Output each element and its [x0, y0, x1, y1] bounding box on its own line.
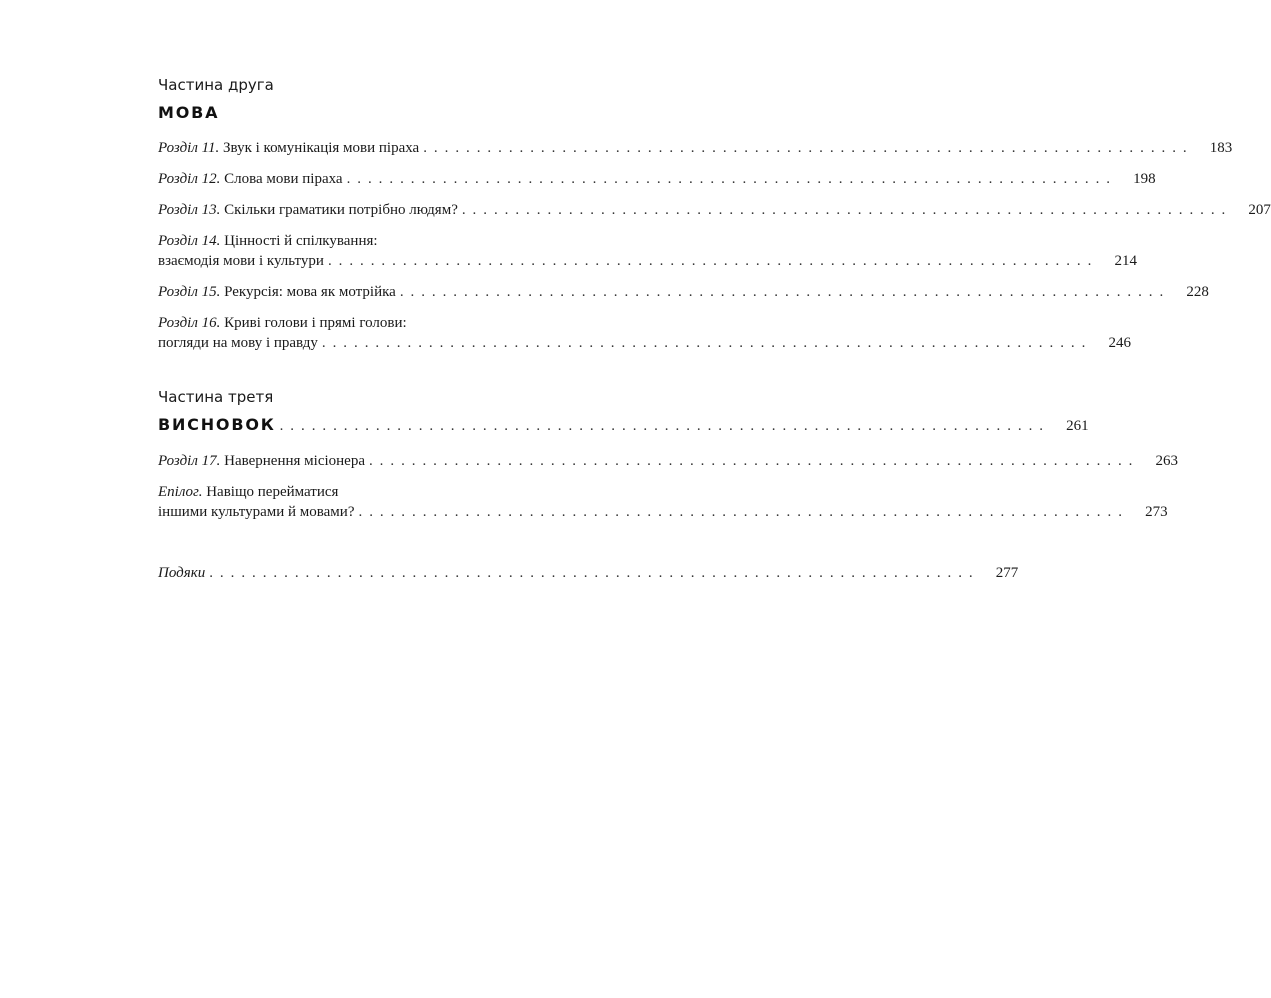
entry-title: Цінності й спілкування:: [224, 233, 378, 249]
entry-title-continued: іншими культурами й мовами?: [158, 504, 355, 520]
entry-title: Подяки: [158, 565, 206, 581]
entry-title: Рекурсія: мова як мотрійка: [224, 284, 396, 300]
toc-entry-epilogue[interactable]: [158, 482, 1168, 522]
page-number: 273: [1145, 504, 1168, 520]
entry-prefix: Розділ 14.: [158, 233, 221, 249]
entry-title: Криві голови і прямі голови:: [224, 315, 407, 331]
leader-dots: . . . . . . . . . . . . . . . . . . . . . . . . . . . . . . . . . . . . . . . . . . . . . . . . . . . . . . . . . . . . . . . . . . . . . . . .: [346, 171, 1112, 187]
part-three-title: ВИСНОВОК: [158, 415, 276, 434]
leader-dots: . . . . . . . . . . . . . . . . . . . . . . . . . . . . . . . . . . . . . . . . . . . . . . . . . . . . . . . . . . . . . . . . . . . . . . . .: [461, 202, 1227, 218]
toc-entry-chapter-14[interactable]: [158, 231, 1137, 271]
part-three-label: Частина третя: [158, 388, 274, 406]
entry-prefix: Розділ 11.: [158, 140, 220, 156]
toc-entry-chapter-16[interactable]: [158, 313, 1131, 353]
leader-dots: . . . . . . . . . . . . . . . . . . . . . . . . . . . . . . . . . . . . . . . . . . . . . . . . . . . . . . . . . . . . . . . . . . . . . . . .: [358, 504, 1124, 520]
entry-title-continued: взаємодія мови і культури: [158, 253, 324, 269]
entry-title-continued: погляди на мову і правду: [158, 335, 318, 351]
entry-prefix: Розділ 12.: [158, 171, 221, 187]
leader-dots: . . . . . . . . . . . . . . . . . . . . . . . . . . . . . . . . . . . . . . . . . . . . . . . . . . . . . . . . . . . . . . . . . . . . . . . .: [368, 453, 1135, 469]
entry-prefix: Розділ 15.: [158, 284, 221, 300]
page-number: 228: [1186, 284, 1209, 300]
page-number: 261: [1066, 418, 1089, 434]
entry-title: Навернення місіонера: [224, 453, 365, 469]
page-number: 198: [1133, 171, 1156, 187]
part-two-title: МОВА: [158, 103, 220, 122]
toc-entry-chapter-12[interactable]: [158, 169, 1156, 189]
entry-title: Слова мови піраха: [224, 171, 343, 187]
page-number: 263: [1155, 453, 1179, 469]
toc-entry-chapter-11[interactable]: [158, 138, 1233, 158]
toc-entry-part-three-title[interactable]: [158, 415, 1089, 435]
page-number: 246: [1108, 335, 1131, 351]
entry-prefix: Розділ 16.: [158, 315, 221, 331]
leader-dots: . . . . . . . . . . . . . . . . . . . . . . . . . . . . . . . . . . . . . . . . . . . . . . . . . . . . . . . . . . . . . . . . . . . . . . . .: [423, 140, 1189, 156]
page-number: 214: [1114, 253, 1137, 269]
toc-entry-chapter-17[interactable]: [158, 451, 1179, 471]
leader-dots: . . . . . . . . . . . . . . . . . . . . . . . . . . . . . . . . . . . . . . . . . . . . . . . . . . . . . . . . . . . . . . . . . . . . . . . .: [321, 335, 1087, 351]
toc-entry-acknowledgments[interactable]: [158, 563, 1019, 583]
entry-title: Скільки граматики потрібно людям?: [224, 202, 458, 218]
leader-dots: . . . . . . . . . . . . . . . . . . . . . . . . . . . . . . . . . . . . . . . . . . . . . . . . . . . . . . . . . . . . . . . . . . . . . . . .: [399, 284, 1165, 300]
entry-prefix: Епілог.: [158, 484, 203, 500]
part-two-label: Частина друга: [158, 76, 274, 94]
entry-title: Навіщо перейматися: [206, 484, 339, 500]
entry-title: Звук і комунікація мови піраха: [223, 140, 420, 156]
leader-dots: . . . . . . . . . . . . . . . . . . . . . . . . . . . . . . . . . . . . . . . . . . . . . . . . . . . . . . . . . . . . . . . . . . . . . . . .: [209, 565, 975, 581]
leader-dots: . . . . . . . . . . . . . . . . . . . . . . . . . . . . . . . . . . . . . . . . . . . . . . . . . . . . . . . . . . . . . . . . . . . . . . . .: [327, 253, 1093, 269]
page-number: 207: [1248, 202, 1271, 218]
page-number: 183: [1209, 140, 1233, 156]
entry-prefix: Розділ 17.: [158, 453, 221, 469]
toc-entry-chapter-15[interactable]: [158, 282, 1209, 302]
entry-prefix: Розділ 13.: [158, 202, 221, 218]
toc-entry-chapter-13[interactable]: [158, 200, 1271, 220]
page-number: 277: [995, 565, 1019, 581]
leader-dots: . . . . . . . . . . . . . . . . . . . . . . . . . . . . . . . . . . . . . . . . . . . . . . . . . . . . . . . . . . . . . . . . . . . . . . . .: [279, 418, 1045, 434]
